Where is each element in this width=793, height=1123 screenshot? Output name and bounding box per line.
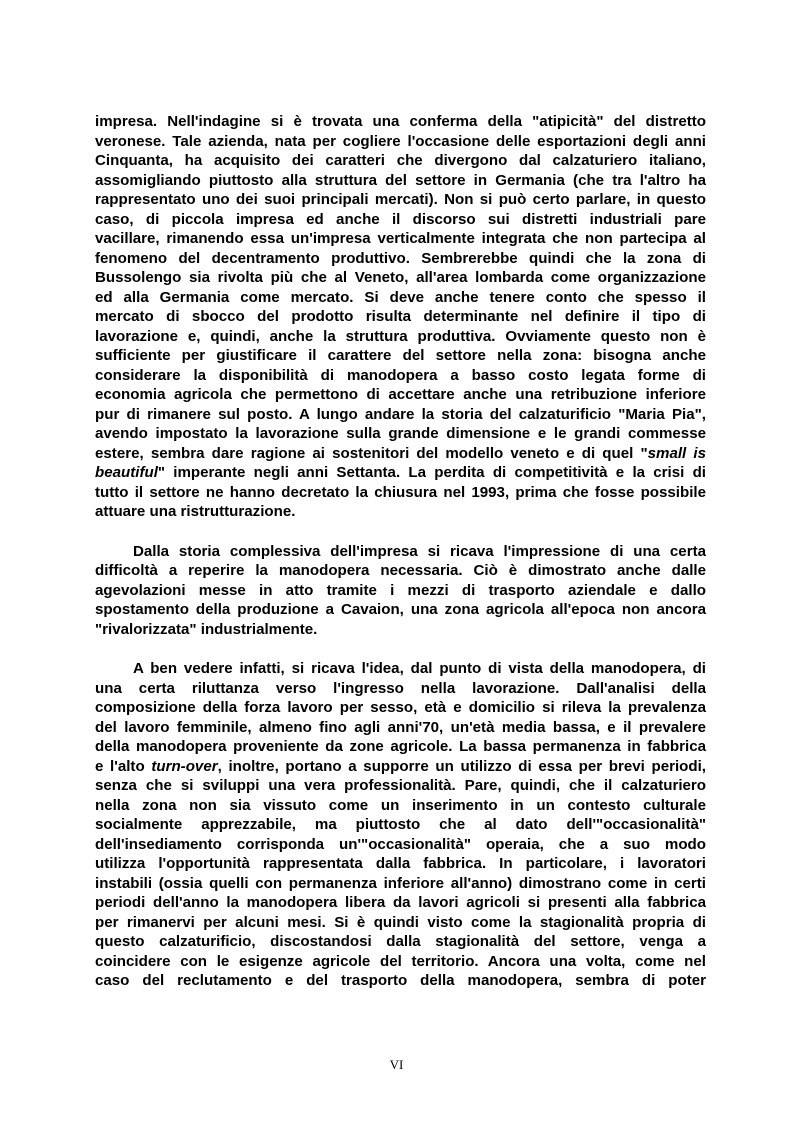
text-line: "rivalorizzata" industrialmente. bbox=[95, 620, 318, 638]
text-fragment: estere, sembra dare ragione ai sostenitori del modello veneto e di quel " bbox=[95, 444, 648, 462]
text-line bbox=[95, 463, 706, 483]
text-line: senza che si sviluppi una vera professionalità. Pare, quindi, che il calzaturiero bbox=[95, 777, 706, 794]
text-line: rappresentato uno dei suoi principali mercati). Non si può certo parlare, in questo bbox=[95, 191, 706, 208]
text-line: per rimanervi per alcuni mesi. Si è quindi visto come la stagionalità propria di bbox=[95, 913, 706, 931]
text-line bbox=[95, 757, 706, 777]
text-line: attuare una ristrutturazione. bbox=[95, 503, 296, 520]
text-line: Dalla storia complessiva dell'impresa si ricava l'impressione di una certa bbox=[133, 542, 706, 560]
text-line: instabili (ossia quelli con permanenza inferiore all'anno) dimostrano come in certi bbox=[95, 874, 706, 892]
text-line: avendo impostato la lavorazione sulla grande dimensione e le grandi commesse bbox=[95, 425, 706, 442]
body-text bbox=[95, 112, 706, 991]
text-line: considerare la disponibilità di manodopera a basso costo legata forme di bbox=[95, 366, 706, 384]
text-fragment: e l'alto bbox=[95, 757, 152, 775]
paragraph-2 bbox=[95, 542, 706, 640]
text-line: caso, di piccola impresa ed anche il discorso sui distretti industriali pare bbox=[95, 210, 706, 228]
text-line: difficoltà a reperire la manodopera necessaria. Ciò è dimostrato anche dalle bbox=[95, 562, 706, 579]
text-line: economia agricola che permettono di accettare anche una retribuzione inferiore bbox=[95, 386, 706, 403]
text-line: agevolazioni messe in atto tramite i mezzi di trasporto aziendale e dallo bbox=[95, 581, 706, 599]
text-line: del lavoro femminile, almeno fino agli anni'70, un'età media bassa, e il prevalere bbox=[95, 718, 706, 736]
text-line: questo calzaturificio, discostandosi dalla stagionalità del settore, venga a bbox=[95, 933, 706, 950]
italic-term: turn-over bbox=[151, 757, 218, 775]
text-line: sufficiente per giustificare il carattere del settore nella zona: bisogna anche bbox=[95, 347, 706, 364]
text-line: utilizza l'opportunità rappresentata dalla fabbrica. In particolare, i lavoratori bbox=[95, 855, 706, 872]
paragraph-3 bbox=[95, 659, 706, 991]
text-line: ed alla Germania come mercato. Si deve anche tenere conto che spesso il bbox=[95, 288, 706, 306]
text-line: assomigliando piuttosto alla struttura del settore in Germania (che tra l'altro ha bbox=[95, 171, 706, 189]
text-line: nella zona non sia vissuto come un inserimento in un contesto culturale bbox=[95, 796, 706, 814]
page-number: VI bbox=[389, 1057, 404, 1072]
text-line: lavorazione e, quindi, anche la struttura produttiva. Ovviamente questo non è bbox=[95, 327, 706, 345]
text-line: Bussolengo sia rivolta più che al Veneto, all'area lombarda come organizzazione bbox=[95, 269, 706, 286]
text-line: coincidere con le esigenze agricole del territorio. Ancora una volta, come nel bbox=[95, 952, 706, 970]
text-fragment: , inoltre, portano a supporre un utilizzo di essa per brevi periodi, bbox=[217, 757, 706, 775]
text-line: spostamento della produzione a Cavaion, una zona agricola all'epoca non ancora bbox=[95, 601, 706, 618]
text-line: veronese. Tale azienda, nata per cogliere l'occasione delle esportazioni degli anni bbox=[95, 132, 706, 150]
text-line: socialmente apprezzabile, ma piuttosto che al dato dell'"occasionalità" bbox=[95, 816, 706, 833]
text-line: mercato di sbocco del prodotto risulta determinante nel definire il tipo di bbox=[95, 308, 706, 325]
text-line: fenomeno del decentramento produttivo. Sembrerebbe quindi che la zona di bbox=[95, 249, 706, 267]
text-line: A ben vedere infatti, si ricava l'idea, dal punto di vista della manodopera, di bbox=[133, 660, 706, 677]
paragraph-1 bbox=[95, 112, 706, 522]
text-line: composizione della forza lavoro per sesso, età e domicilio si rileva la prevalenza bbox=[95, 699, 706, 716]
text-line: Cinquanta, ha acquisito dei caratteri che divergono dal calzaturiero italiano, bbox=[95, 152, 706, 169]
italic-term: small is bbox=[647, 444, 706, 462]
text-fragment: " imperante negli anni Settanta. La perdita di competitività e la crisi di bbox=[157, 464, 706, 481]
text-line: una certa riluttanza verso l'ingresso nella lavorazione. Dall'analisi della bbox=[95, 679, 706, 697]
text-line: periodi dell'anno la manodopera libera da lavori agricoli si presenti alla fabbrica bbox=[95, 894, 706, 911]
italic-term: beautiful bbox=[95, 464, 158, 481]
text-line: della manodopera proveniente da zone agricole. La bassa permanenza in fabbrica bbox=[95, 738, 706, 755]
text-line: caso del reclutamento e del trasporto della manodopera, sembra di poter bbox=[95, 972, 706, 989]
text-line bbox=[95, 444, 706, 464]
text-line: pur di rimanere sul posto. A lungo andare la storia del calzaturificio "Maria Pia", bbox=[95, 405, 706, 423]
text-line: impresa. Nell'indagine si è trovata una conferma della "atipicità" del distretto bbox=[95, 113, 706, 130]
text-line: tutto il settore ne hanno decretato la chiusura nel 1993, prima che fosse possibile bbox=[95, 483, 706, 501]
text-line: dell'insediamento corrisponda un'"occasionalità" operaia, che a suo modo bbox=[95, 835, 706, 853]
text-line: vacillare, rimanendo essa un'impresa verticalmente integrata che non partecipa al bbox=[95, 230, 706, 247]
